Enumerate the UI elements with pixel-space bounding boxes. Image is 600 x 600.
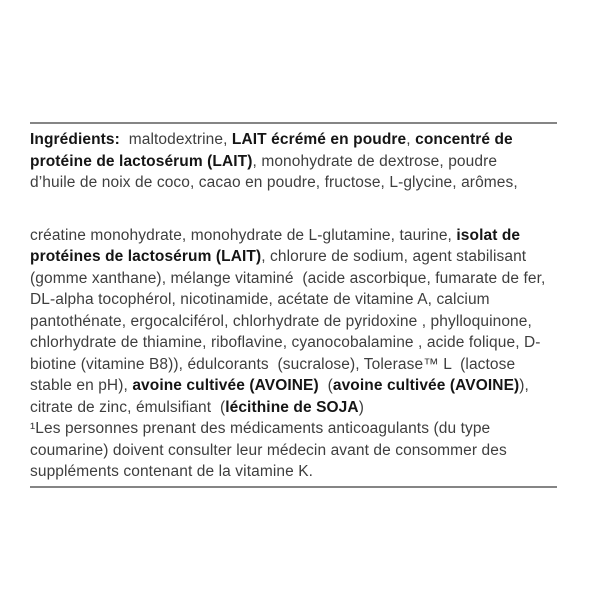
ingredient-text: créatine monohydrate, monohydrate de L-glutamine, taurine, [30, 226, 457, 244]
ingredient-emphasis: isolat de [456, 226, 521, 244]
ingredient-text: citrate de zinc, émulsifiant ( [30, 398, 226, 416]
bottom-divider [30, 486, 557, 488]
text-line [30, 246, 557, 268]
ingredient-text: DL-alpha tocophérol, nicotinamide, acétate de vitamine A, calcium [30, 291, 490, 308]
top-divider [30, 122, 557, 124]
ingredient-emphasis: protéine de lactosérum (LAIT) [30, 152, 253, 170]
ingredient-emphasis: protéines de lactosérum (LAIT) [30, 248, 262, 265]
text-line [30, 311, 557, 333]
text-line [30, 151, 557, 173]
ingredient-text: ) [358, 398, 364, 416]
ingredient-text: (gomme xanthane), mélange vitaminé (acide ascorbique, fumarate de fer, [30, 269, 546, 287]
ingredient-emphasis: lécithine de SOJA [225, 398, 359, 416]
ingredient-text: biotine (vitamine B8)), édulcorants (sucralose), Tolerase™ L (lactose [30, 355, 516, 373]
ingredient-text: maltodextrine, [119, 131, 232, 148]
ingredient-emphasis: avoine cultivée (AVOINE) [132, 377, 319, 394]
ingredient-text: ¹Les personnes prenant des médicaments anticoagulants (du type [30, 420, 491, 437]
text-line [30, 225, 557, 247]
ingredient-text: coumarine) doivent consulter leur médecin avant de consommer des [30, 441, 507, 459]
ingredient-text: suppléments contenant de la vitamine K. [30, 463, 314, 480]
text-line [30, 397, 557, 419]
text-line [30, 129, 557, 151]
ingredient-emphasis: Ingrédients: [30, 131, 120, 148]
ingredients-label-block [30, 122, 557, 488]
text-line [30, 461, 557, 483]
ingredient-text: ( [318, 377, 333, 394]
ingredient-text: chlorhydrate de thiamine, riboflavine, cyanocobalamine , acide folique, D- [30, 334, 541, 351]
ingredient-text: ), [519, 377, 529, 394]
text-line [30, 440, 557, 462]
text-line [30, 289, 557, 311]
anticoagulant-footnote [30, 418, 557, 483]
ingredient-text: , monohydrate de dextrose, poudre [252, 152, 498, 170]
ingredient-emphasis: concentré de [415, 131, 513, 148]
ingredient-text: pantothénate, ergocalciférol, chlorhydrate de pyridoxine , phylloquinone, [30, 312, 532, 330]
text-line [30, 172, 557, 194]
ingredient-text: stable en pH), [30, 377, 133, 394]
ingredients-paragraph-intro [30, 129, 557, 194]
text-line [30, 418, 557, 440]
ingredient-text: , [406, 131, 416, 148]
ingredient-emphasis: avoine cultivée (AVOINE) [332, 377, 520, 394]
text-line [30, 268, 557, 290]
text-line [30, 354, 557, 376]
ingredients-paragraph-continued [30, 225, 557, 419]
ingredient-text: , chlorure de sodium, agent stabilisant [261, 248, 527, 265]
ingredient-emphasis: LAIT écrémé en poudre [231, 131, 407, 148]
text-line [30, 332, 557, 354]
ingredient-text: d’huile de noix de coco, cacao en poudre, fructose, L-glycine, arômes, [30, 174, 518, 191]
text-line [30, 375, 557, 397]
